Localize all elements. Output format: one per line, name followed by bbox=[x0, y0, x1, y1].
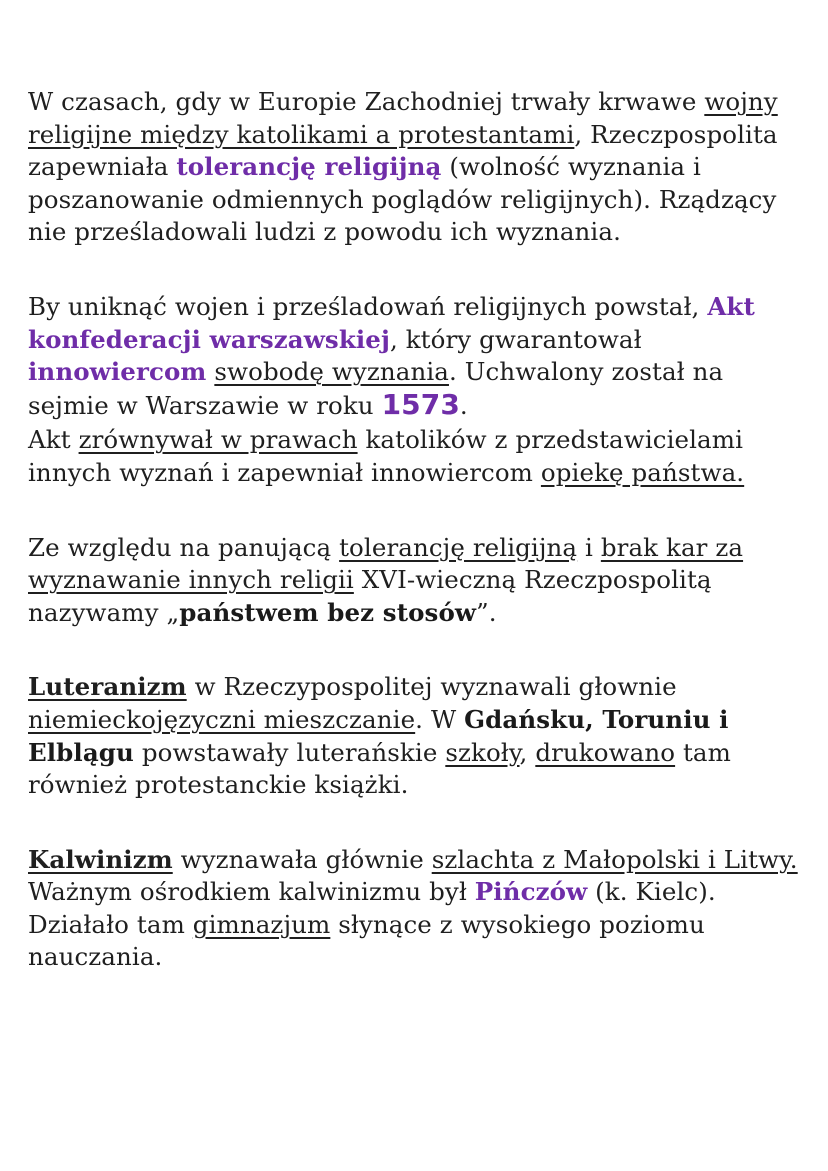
spacer bbox=[28, 249, 808, 291]
highlighted-term: tolerancję religijną bbox=[176, 152, 442, 182]
underlined-text: niemieckojęzyczni mieszczanie bbox=[28, 704, 416, 734]
document-page bbox=[28, 86, 808, 974]
underlined-text: swobodę wyznania bbox=[214, 357, 449, 387]
text: , bbox=[519, 737, 536, 767]
text: powstawały luterańskie bbox=[133, 737, 446, 767]
text: tam również protestanckie książki. bbox=[28, 737, 731, 800]
text: . bbox=[459, 390, 468, 420]
paragraph-lutheranism bbox=[28, 671, 808, 801]
text: (wolność wyznania i poszanowanie odmiennych poglądów religijnych). Rządzący nie prześladowali ludzi z powodu ich wyznania. bbox=[28, 152, 777, 247]
underlined-text: zrównywał w prawach bbox=[78, 425, 358, 455]
text: Ważnym ośrodkiem kalwinizmu był bbox=[28, 877, 475, 907]
text: By uniknąć wojen i prześladowań religijnych powstał, bbox=[28, 291, 708, 321]
spacer bbox=[28, 490, 808, 532]
text: Ze względu na panującą bbox=[28, 532, 340, 562]
text: katolików z przedstawicielami innych wyznań i zapewniał innowiercom bbox=[28, 425, 744, 487]
underlined-text: wojny religijne między katolikami a protestantami bbox=[28, 87, 778, 149]
text: słynące z wysokiego poziomu nauczania. bbox=[28, 909, 705, 972]
highlighted-term: Pińczów bbox=[474, 877, 588, 907]
paragraph-calvinism bbox=[28, 844, 808, 974]
underlined-text: gimnazjum bbox=[192, 909, 331, 939]
underlined-text: opiekę państwa. bbox=[540, 457, 745, 487]
paragraph-tolerance bbox=[28, 86, 808, 249]
text: . W bbox=[415, 704, 465, 734]
text: W czasach, gdy w Europie Zachodniej trwały krwawe bbox=[28, 87, 705, 116]
text: wyznawała głównie bbox=[172, 844, 432, 874]
text: , który gwarantował bbox=[389, 324, 642, 354]
spacer bbox=[28, 802, 808, 844]
text: i bbox=[577, 532, 601, 562]
paragraph-equal-rights bbox=[28, 424, 808, 489]
paragraph-confederation bbox=[28, 291, 808, 422]
underlined-text: tolerancję religijną bbox=[339, 532, 578, 562]
text: Akt bbox=[28, 425, 79, 455]
text: ”. bbox=[476, 597, 497, 627]
highlighted-term: innowiercom bbox=[28, 357, 207, 387]
section-term: Luteranizm bbox=[28, 672, 187, 702]
spacer bbox=[28, 629, 808, 671]
underlined-text: szkoły bbox=[445, 737, 520, 767]
underlined-text: drukowano bbox=[535, 737, 676, 767]
bold-text: państwem bez stosów bbox=[179, 597, 477, 627]
underlined-text: brak kar za wyznawanie innych religii bbox=[28, 532, 744, 595]
paragraph-no-stakes bbox=[28, 532, 808, 630]
highlighted-term: Akt konfederacji warszawskiej bbox=[28, 291, 755, 354]
text: . Uchwalony został na sejmie w Warszawie w roku bbox=[28, 357, 724, 420]
section-term: Kalwinizm bbox=[28, 844, 173, 874]
text: XVI-wieczną Rzeczpospolitą nazywamy „ bbox=[28, 565, 712, 627]
year-highlight: 1573 bbox=[381, 387, 460, 421]
text: (k. Kielc). Działało tam bbox=[28, 877, 716, 939]
bold-text: Gdańsku, Toruniu i Elblągu bbox=[28, 704, 729, 767]
underlined-text: szlachta z Małopolski i Litwy. bbox=[431, 844, 798, 874]
text: , Rzeczpospolita zapewniała bbox=[28, 119, 778, 182]
text: w Rzeczypospolitej wyznawali głownie bbox=[186, 672, 677, 702]
